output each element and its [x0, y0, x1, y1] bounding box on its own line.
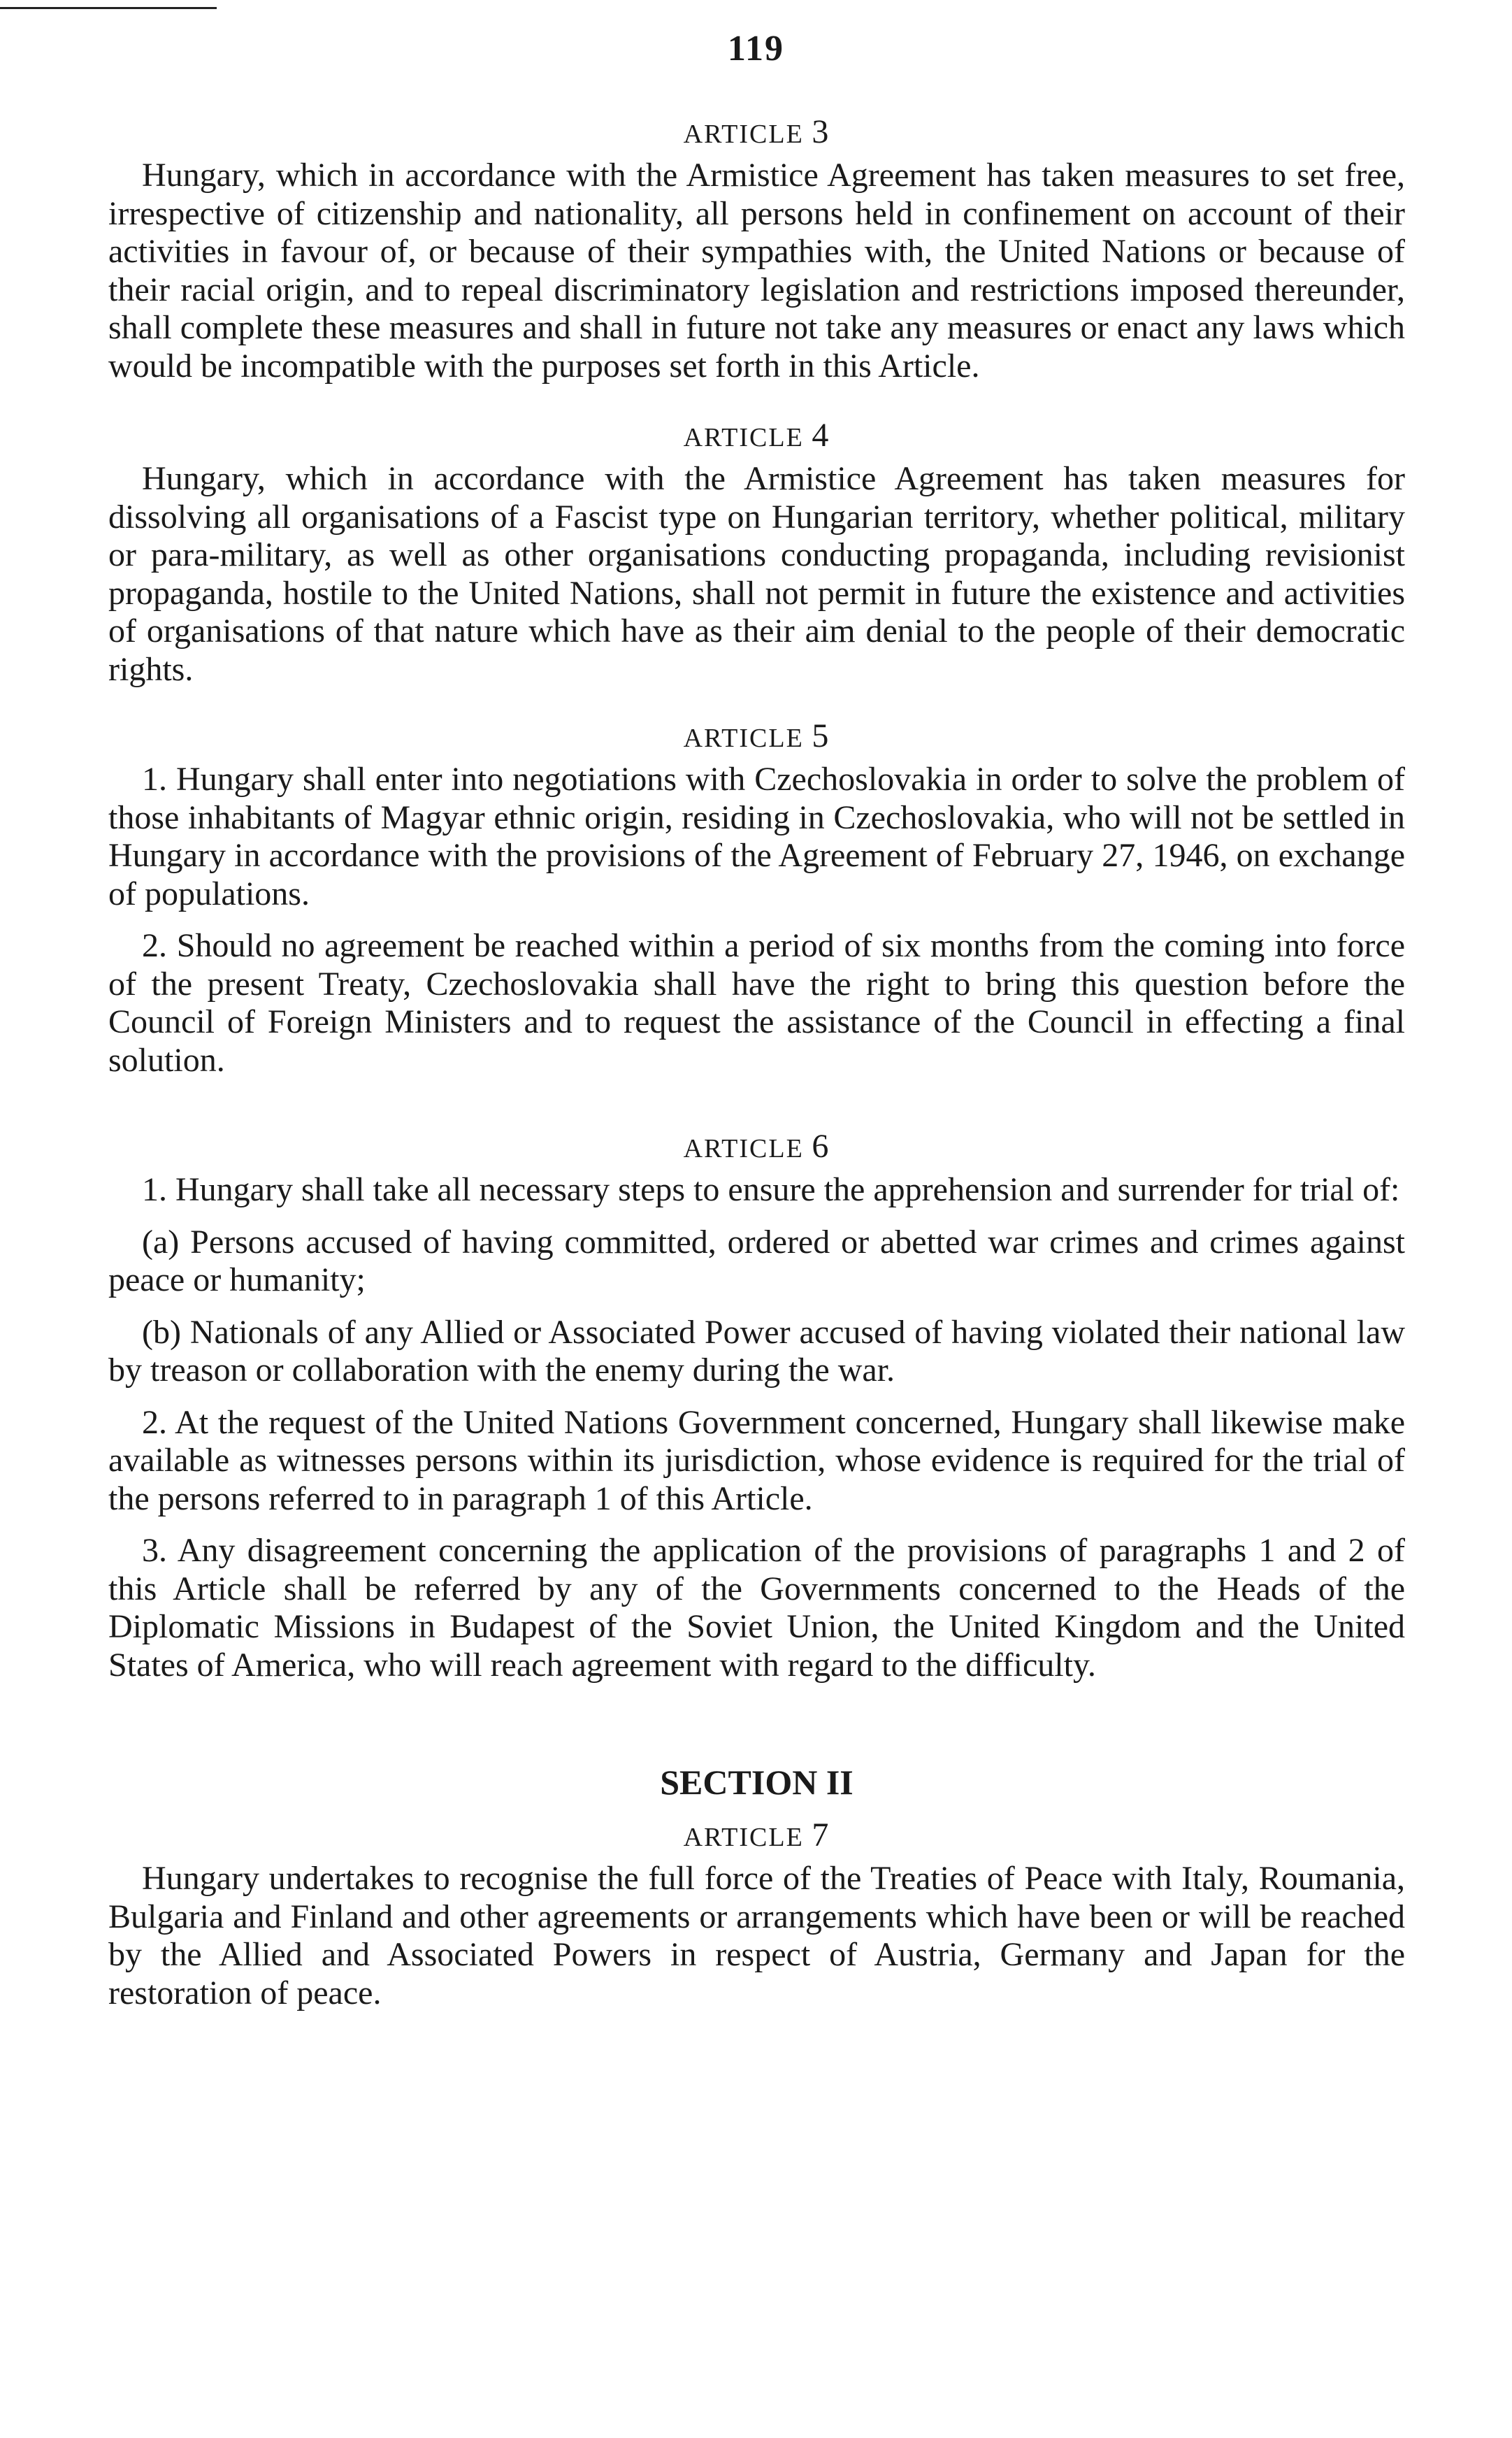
article-6-item-b: (b) Nationals of any Allied or Associated Power accused of having violated their national law by treason or collaboration with the enemy during the war. [108, 1313, 1405, 1389]
article-label: ARTICLE [683, 120, 804, 149]
article-3-paragraph: Hungary, which in accordance with the Armistice Agreement has taken measures to set free, irrespective of citizenship and nationality, all persons held in confinement on account of their activities in favour of, or because of their sympathies with, the United Nations or because of their racial origin, and to repeal discriminatory legislation and restrictions imposed thereunder, shall complete these measures and shall in future not take any measures or enact any laws which would be incompatible with the purposes set forth in this Article. [108, 157, 1405, 385]
article-label: ARTICLE [683, 724, 804, 753]
article-7-paragraph: Hungary undertakes to recognise the full force of the Treaties of Peace with Italy, Roumania, Bulgaria and Finland and other agreements or arrangements which have been or will be reached by the Allied and Associated Powers in respect of Austria, Germany and Japan for the restoration of peace. [108, 1860, 1405, 2012]
article-number: 3 [812, 113, 830, 150]
article-number: 6 [812, 1128, 830, 1165]
article-number: 7 [812, 1816, 830, 1853]
article-5-paragraph-2: 2. Should no agreement be reached within a period of six months from the coming into force of the present Treaty, Czechoslovakia shall have the right to bring this question before the Council of Foreign Ministers and to request the assistance of the Council in effecting a final solution. [108, 927, 1405, 1079]
article-4-heading [108, 419, 1405, 454]
article-label: ARTICLE [683, 1134, 804, 1163]
article-6-paragraph-2: 2. At the request of the United Nations Government concerned, Hungary shall likewise make available as witnesses persons within its jurisdiction, whose evidence is required for the trial of the persons referred to in paragraph 1 of this Article. [108, 1403, 1405, 1517]
article-label: ARTICLE [683, 423, 804, 452]
article-7-heading [108, 1816, 1405, 1854]
article-6-paragraph-3: 3. Any disagreement concerning the application of the provisions of paragraphs 1 and 2 of this Article shall be referred by any of the Governments concerned to the Heads of the Diplomatic Missions in Budapest of the Soviet Union, the United Kingdom and the United States of America, who will reach agreement with regard to the difficulty. [108, 1532, 1405, 1684]
article-number: 5 [812, 717, 830, 754]
section-title: SECTION II [660, 1763, 854, 1802]
article-5-heading [108, 719, 1405, 755]
article-3-heading [108, 115, 1405, 151]
article-4-paragraph: Hungary, which in accordance with the Armistice Agreement has taken measures for dissolving all organisations of a Fascist type on Hungarian territory, whether political, military or para-military, as well as other organisations conducting propaganda, including revisionist propaganda, hostile to the United Nations, shall not permit in future the existence and activities of organisations of that nature which have as their aim denial to the people of their democratic rights. [108, 460, 1405, 688]
top-rule [0, 7, 217, 9]
document-body [108, 115, 1405, 2012]
article-5-paragraph-1: 1. Hungary shall enter into negotiations with Czechoslovakia in order to solve the problem of those inhabitants of Magyar ethnic origin, residing in Czechoslovakia, who will not be settled in Hungary in accordance with the provisions of the Agreement of February 27, 1946, on exchange of populations. [108, 761, 1405, 912]
article-6-heading [108, 1130, 1405, 1166]
page-number: 119 [727, 29, 785, 69]
article-number: 4 [812, 417, 830, 454]
article-label: ARTICLE [683, 1823, 804, 1852]
article-6-item-a: (a) Persons accused of having committed, ordered or abetted war crimes and crimes against peace or humanity; [108, 1223, 1405, 1298]
article-6-paragraph-1: 1. Hungary shall take all necessary steps to ensure the apprehension and surrender for trial of: [142, 1171, 1400, 1208]
